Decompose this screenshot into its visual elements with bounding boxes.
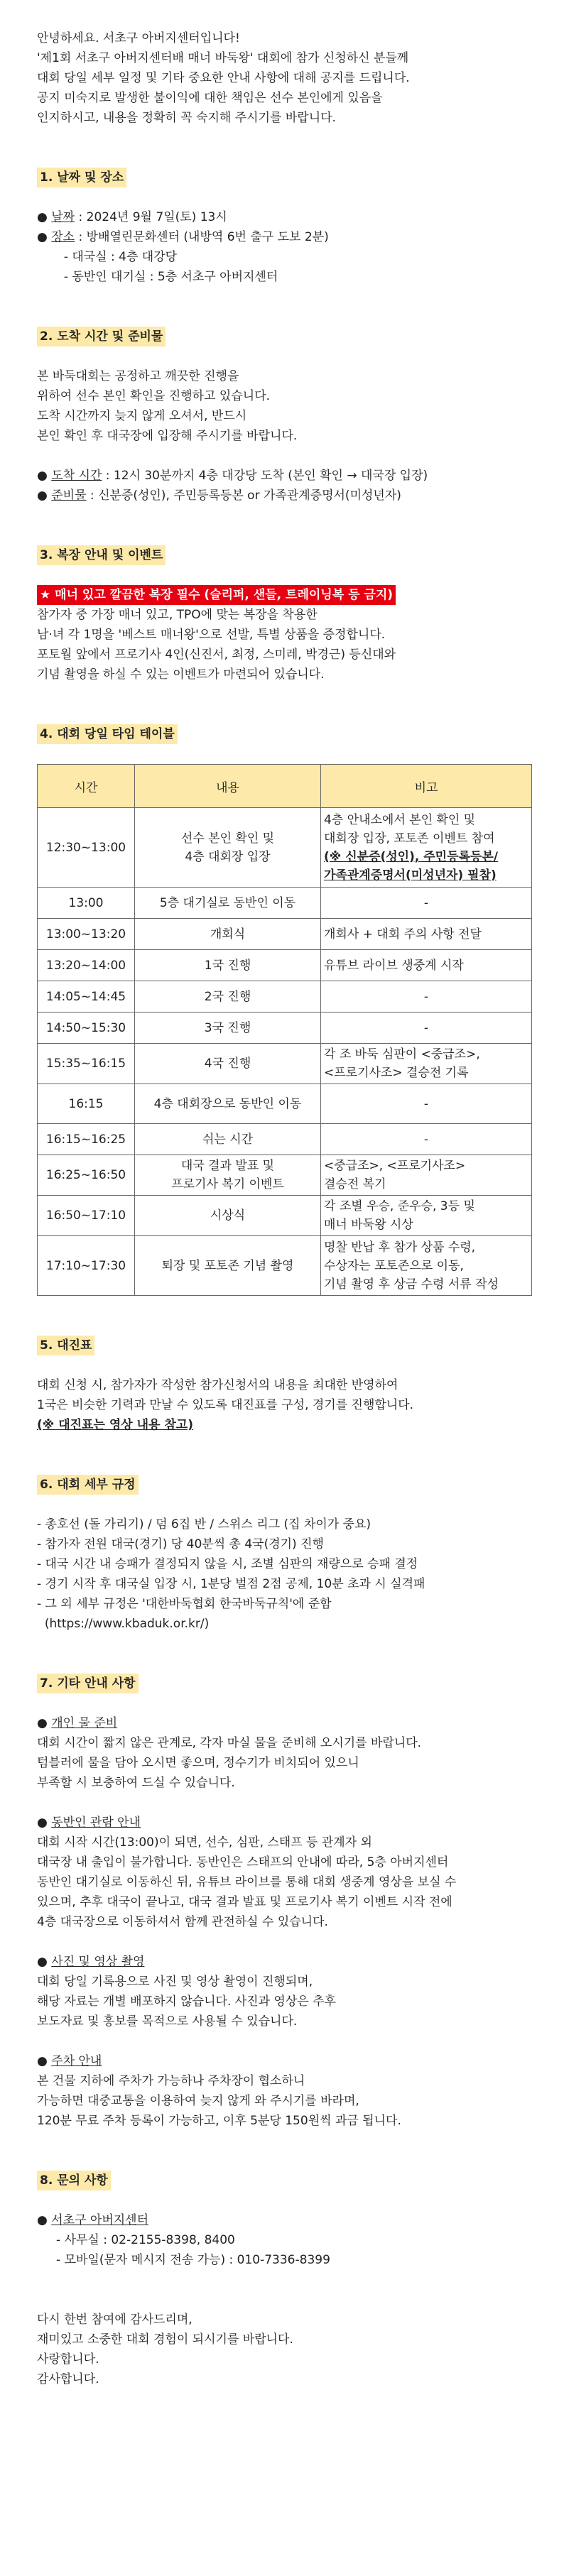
info-text-line: 대국장 내 출입이 불가합니다. 동반인은 스태프의 안내에 따라, 5층 아버지센터	[37, 1855, 449, 1870]
rule-line: - 경기 시작 후 대국실 입장 시, 1분당 벌점 2점 공제, 10분 초과 시 실격패	[37, 1577, 425, 1591]
cell-time: 13:20~14:00	[38, 950, 135, 981]
cell-content: 5층 대기실로 동반인 이동	[135, 888, 321, 919]
info-text-line: 텀블러에 물을 담아 오시면 좋으며, 정수기가 비치되어 있으니	[37, 1756, 359, 1770]
contact-mobile: - 모바일(문자 메시지 전송 가능) : 010-7336-8399	[37, 2253, 330, 2267]
rule-line: - 참가자 전원 대국(경기) 당 40분씩 총 4국(경기) 진행	[37, 1537, 324, 1551]
info-text-line: 본 건물 지하에 주차가 가능하나 주차장이 협소하니	[37, 2074, 305, 2088]
column-header-note: 비고	[321, 765, 532, 808]
note-text: -	[423, 895, 429, 910]
cell-time: 14:05~14:45	[38, 981, 135, 1013]
note-text: -	[423, 1096, 429, 1111]
contact-office: - 사무실 : 02-2155-8398, 8400	[37, 2233, 235, 2247]
timetable	[37, 764, 532, 1296]
note-text: 개회사 + 대회 주의 사항 전달	[324, 927, 482, 942]
info-item-water	[37, 1713, 531, 1733]
cell-note	[321, 950, 532, 981]
preparation-value: : 신분증(성인), 주민등록등본 or 가족관계증명서(미성년자)	[86, 489, 401, 503]
bullet-icon: ●	[37, 1816, 48, 1830]
info-item-parking	[37, 2051, 531, 2071]
bracket-text-line: 대회 신청 시, 참가자가 작성한 참가신청서의 내용을 최대한 반영하여	[37, 1378, 398, 1392]
dress-text-line: 참가자 중 가장 매너 있고, TPO에 맞는 복장을 착용한	[37, 608, 318, 622]
cell-content: 1국 진행	[135, 950, 321, 981]
column-header-time: 시간	[38, 765, 135, 808]
timetable-row	[38, 950, 532, 981]
note-text: 유튜브 라이브 생중계 시작	[324, 958, 464, 973]
cell-time: 16:15~16:25	[38, 1124, 135, 1155]
cell-content: 대국 결과 발표 및 프로기사 복기 이벤트	[135, 1155, 321, 1196]
cell-time: 17:10~17:30	[38, 1236, 135, 1296]
closing-line: 사랑합니다.	[37, 2352, 99, 2367]
info-text-line: 보도자료 및 홍보를 목적으로 사용될 수 있습니다.	[37, 2014, 298, 2029]
intro-line: '제1회 서초구 아버지센터배 매너 바둑왕' 대회에 참가 신청하신 분들께	[37, 51, 409, 65]
info-text-line: 120분 무료 주차 등록이 가능하고, 이후 5분당 150원씩 과금 됩니다.	[37, 2114, 401, 2128]
date-line	[37, 207, 531, 227]
dress-code-banner: ★ 매너 있고 깔끔한 복장 필수 (슬리퍼, 샌들, 트레이닝복 등 금지)	[37, 585, 396, 605]
closing-line: 다시 한번 참여에 감사드리며,	[37, 2313, 192, 2327]
info-text-line: 대회 시작 시간(13:00)이 되면, 선수, 심판, 스태프 등 관계자 외	[37, 1835, 372, 1850]
cell-content: 쉬는 시간	[135, 1124, 321, 1155]
cell-time: 14:50~15:30	[38, 1013, 135, 1044]
timetable-row	[38, 981, 532, 1013]
date-value: : 2024년 9월 7일(토) 13시	[75, 210, 227, 224]
contact-org: 서초구 아버지센터	[51, 2213, 149, 2227]
bullet-icon: ●	[37, 230, 48, 244]
timetable-row	[38, 919, 532, 950]
timetable-row	[38, 1084, 532, 1124]
timetable-row	[38, 1236, 532, 1296]
info-text-line: 가능하면 대중교통을 이용하여 늦지 않게 와 주시기를 바라며,	[37, 2094, 359, 2108]
closing-line: 감사합니다.	[37, 2372, 99, 2386]
cell-content: 선수 본인 확인 및 4층 대회장 입장	[135, 808, 321, 888]
info-item-companion	[37, 1813, 531, 1833]
place-sub-line: - 동반인 대기실 : 5층 서초구 아버지센터	[37, 270, 278, 284]
note-text: 각 조 바둑 심판이 <중급조>, <프로기사조> 결승전 기록	[324, 1047, 480, 1080]
cell-note	[321, 1236, 532, 1296]
bullet-icon: ●	[37, 489, 48, 503]
info-text-line: 대회 당일 기록용으로 사진 및 영상 촬영이 진행되며,	[37, 1975, 313, 1989]
cell-time: 13:00~13:20	[38, 919, 135, 950]
cell-time: 16:15	[38, 1084, 135, 1124]
intro-block	[37, 28, 531, 128]
place-sub-line: - 대국실 : 4층 대강당	[37, 250, 178, 264]
cell-content: 퇴장 및 포토존 기념 촬영	[135, 1236, 321, 1296]
info-text-line: 대회 시간이 짧지 않은 관계로, 각자 마실 물을 준비해 오시기를 바랍니다.	[37, 1736, 422, 1750]
section-heading-bracket: 5. 대진표	[37, 1336, 94, 1355]
cell-content: 4층 대회장으로 동반인 이동	[135, 1084, 321, 1124]
place-line	[37, 227, 531, 247]
info-text-line: 있으며, 추후 대국이 끝나고, 대국 결과 발표 및 프로기사 복기 이벤트 시작 전에	[37, 1895, 452, 1909]
cell-note	[321, 1013, 532, 1044]
note-text: <중급조>, <프로기사조> 결승전 복기	[324, 1159, 466, 1191]
timetable-row	[38, 1196, 532, 1236]
info-item-label: 사진 및 영상 촬영	[51, 1955, 145, 1969]
bracket-text-line: 1국은 비슷한 기력과 만날 수 있도록 대진표를 구성, 경기를 진행합니다.	[37, 1398, 414, 1412]
arrival-text-line: 위하여 선수 본인 확인을 진행하고 있습니다.	[37, 389, 271, 403]
cell-time: 16:25~16:50	[38, 1155, 135, 1196]
place-value: : 방배열린문화센터 (내방역 6번 출구 도보 2분)	[75, 230, 329, 244]
timetable-row	[38, 888, 532, 919]
timetable-row	[38, 1013, 532, 1044]
cell-time: 16:50~17:10	[38, 1196, 135, 1236]
arrival-time-line	[37, 466, 531, 486]
bullet-icon: ●	[37, 1716, 48, 1730]
timetable-row	[38, 1124, 532, 1155]
info-text-line: 4층 대국장으로 이동하셔서 함께 관전하실 수 있습니다.	[37, 1915, 328, 1929]
timetable-row	[38, 1155, 532, 1196]
note-text: 명찰 반납 후 참가 상품 수령, 수상자는 포토존으로 이동, 기념 촬영 후 상금 수령 서류 작성	[324, 1240, 499, 1292]
arrival-time-value: : 12시 30분까지 4층 대강당 도착 (본인 확인 → 대국장 입장)	[102, 469, 428, 483]
bullet-icon: ●	[37, 469, 48, 483]
contact-org-line	[37, 2210, 531, 2230]
place-label: 장소	[51, 230, 75, 244]
note-text: -	[423, 1132, 429, 1147]
bullet-icon: ●	[37, 1955, 48, 1969]
cell-content: 4국 진행	[135, 1044, 321, 1084]
info-item-label: 개인 물 준비	[51, 1716, 118, 1730]
dress-text-line: 기념 촬영을 하실 수 있는 이벤트가 마련되어 있습니다.	[37, 667, 325, 682]
section-heading-other-info: 7. 기타 안내 사항	[37, 1674, 139, 1693]
section-heading-rules: 6. 대회 세부 규정	[37, 1475, 139, 1495]
info-item-label: 주차 안내	[51, 2054, 102, 2068]
closing-block	[37, 2310, 531, 2389]
cell-time: 13:00	[38, 888, 135, 919]
date-label: 날짜	[51, 210, 75, 224]
cell-note	[321, 888, 532, 919]
rule-link-line: (https://www.kbaduk.or.kr/)	[37, 1617, 210, 1631]
closing-line: 재미있고 소중한 대회 경험이 되시기를 바랍니다.	[37, 2332, 293, 2347]
dress-text-line: 포토월 앞에서 프로기사 4인(신진서, 최정, 스미레, 박경근) 등신대와	[37, 648, 396, 662]
section-heading-timetable: 4. 대회 당일 타임 테이블	[37, 724, 178, 744]
bracket-note: (※ 대진표는 영상 내용 참고)	[37, 1418, 193, 1432]
cell-time: 12:30~13:00	[38, 808, 135, 888]
cell-note	[321, 1155, 532, 1196]
cell-content: 3국 진행	[135, 1013, 321, 1044]
cell-note	[321, 1196, 532, 1236]
rule-line: - 총호선 (돌 가리기) / 덤 6집 반 / 스위스 리그 (집 차이가 중요)	[37, 1517, 372, 1532]
note-required-docs: (※ 신분증(성인), 주민등록등본/ 가족관계증명서(미성년자) 필참)	[324, 849, 498, 883]
cell-note	[321, 1044, 532, 1084]
cell-content: 개회식	[135, 919, 321, 950]
timetable-row	[38, 1044, 532, 1084]
preparation-label: 준비물	[51, 489, 87, 503]
timetable-row	[38, 808, 532, 888]
rule-line: - 그 외 세부 규정은 '대한바둑협회 한국바둑규칙'에 준함	[37, 1597, 332, 1611]
section-heading-contact: 8. 문의 사항	[37, 2171, 111, 2190]
timetable-header-row	[38, 765, 532, 808]
intro-line: 안녕하세요. 서초구 아버지센터입니다!	[37, 31, 240, 45]
arrival-text-line: 본 바둑대회는 공정하고 깨끗한 진행을	[37, 369, 239, 383]
bullet-icon: ●	[37, 2054, 48, 2068]
arrival-text-line: 본인 확인 후 대국장에 입장해 주시기를 바랍니다.	[37, 429, 298, 443]
info-text-line: 해당 자료는 개별 배포하지 않습니다. 사진과 영상은 추후	[37, 1994, 336, 2009]
info-text-line: 부족할 시 보충하여 드실 수 있습니다.	[37, 1776, 235, 1790]
cell-time: 15:35~16:15	[38, 1044, 135, 1084]
info-text-line: 동반인 대기실로 이동하신 뒤, 유튜브 라이브를 통해 대회 생중계 영상을 보실 수	[37, 1875, 457, 1889]
cell-note	[321, 808, 532, 888]
cell-note	[321, 981, 532, 1013]
bullet-icon: ●	[37, 210, 48, 224]
info-item-label: 동반인 관람 안내	[51, 1816, 141, 1830]
note-text: -	[423, 989, 429, 1004]
preparation-line	[37, 486, 531, 506]
cell-content: 시상식	[135, 1196, 321, 1236]
intro-line: 대회 당일 세부 일정 및 기타 중요한 안내 사항에 대해 공지를 드립니다.	[37, 71, 410, 85]
intro-line: 공지 미숙지로 발생한 불이익에 대한 책임은 선수 본인에게 있음을	[37, 91, 383, 105]
note-text: -	[423, 1020, 429, 1035]
note-text: 4층 안내소에서 본인 확인 및 대회장 입장, 포토존 이벤트 참여	[324, 812, 495, 846]
arrival-text-line: 도착 시간까지 늦지 않게 오셔서, 반드시	[37, 409, 247, 423]
cell-note	[321, 919, 532, 950]
cell-content: 2국 진행	[135, 981, 321, 1013]
section-heading-dress-code: 3. 복장 안내 및 이벤트	[37, 545, 166, 565]
column-header-content: 내용	[135, 765, 321, 808]
dress-text-line: 남·녀 각 1명을 '베스트 매너왕'으로 선발, 특별 상품을 증정합니다.	[37, 628, 386, 642]
section-heading-arrival: 2. 도착 시간 및 준비물	[37, 327, 166, 346]
arrival-time-label: 도착 시간	[51, 469, 102, 483]
bullet-icon: ●	[37, 2213, 48, 2227]
rule-line: - 대국 시간 내 승패가 결정되지 않을 시, 조별 심판의 재량으로 승패 결정	[37, 1557, 418, 1571]
note-text: 각 조별 우승, 준우승, 3등 및 매너 바둑왕 시상	[324, 1199, 475, 1232]
section-heading-date-place: 1. 날짜 및 장소	[37, 168, 126, 187]
cell-note	[321, 1124, 532, 1155]
cell-note	[321, 1084, 532, 1124]
intro-line: 인지하시고, 내용을 정확히 꼭 숙지해 주시기를 바랍니다.	[37, 111, 336, 125]
info-item-photo	[37, 1952, 531, 1972]
